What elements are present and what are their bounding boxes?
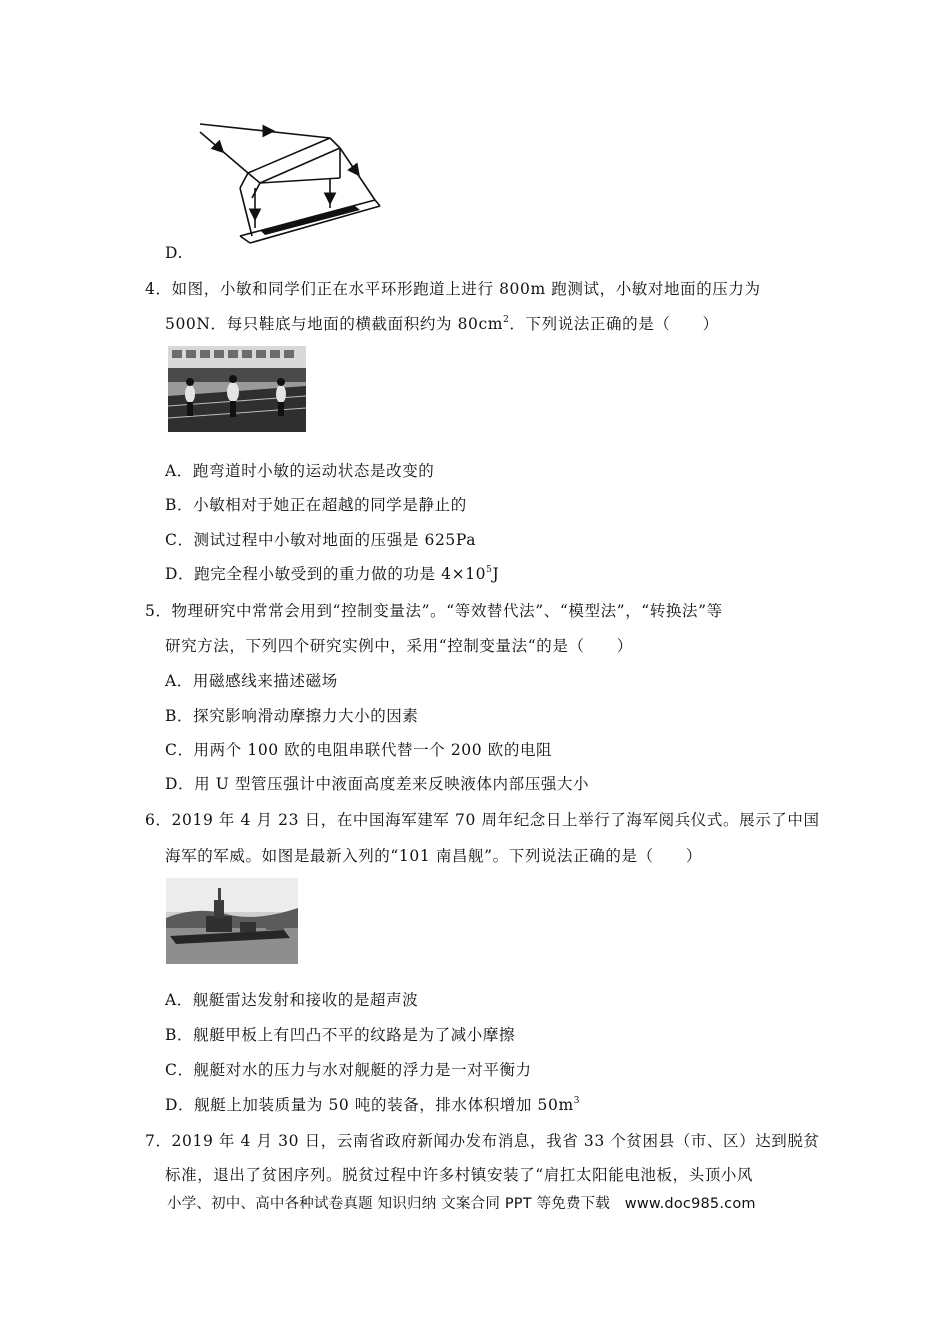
q4-option-d-superscript: 5 xyxy=(486,565,493,575)
q4-option-d xyxy=(165,564,499,584)
q6-option-b: B．舰艇甲板上有凹凸不平的纹路是为了减小摩擦 xyxy=(165,1026,516,1044)
warship-photo xyxy=(166,878,298,964)
q5-stem-line1: 5．物理研究中常常会用到“控制变量法”。“等效替代法”、“模型法”，“转换法”等 xyxy=(145,602,723,620)
q4-superscript: 2 xyxy=(503,315,510,325)
q6-option-c: C．舰艇对水的压力与水对舰艇的浮力是一对平衡力 xyxy=(165,1061,532,1079)
q6-option-d xyxy=(165,1095,580,1115)
q5-stem-line2: 研究方法，下列四个研究实例中，采用“控制变量法“的是（ ） xyxy=(165,637,633,655)
previous-option-d-label: D. xyxy=(165,244,184,262)
page-footer: 小学、初中、高中各种试卷真题 知识归纳 文案合同 PPT 等免费下载 www.doc985.com xyxy=(167,1196,756,1212)
q4-option-d-text: D．跑完全程小敏受到的重力做的功是 4×10 xyxy=(165,565,487,583)
q4-stem-line1: 4．如图，小敏和同学们正在水平环形跑道上进行 800m 跑测试，小敏对地面的压力为 xyxy=(145,280,761,298)
q4-option-b: B．小敏相对于她正在超越的同学是静止的 xyxy=(165,496,467,514)
q4-option-c: C．测试过程中小敏对地面的压强是 625Pa xyxy=(165,531,477,549)
q4-option-a: A．跑弯道时小敏的运动状态是改变的 xyxy=(165,462,435,480)
q5-option-a: A．用磁感线来描述磁场 xyxy=(165,672,338,690)
q6-option-d-superscript: 3 xyxy=(573,1096,581,1106)
q6-option-d-text: D．舰艇上加装质量为 50 吨的装备，排水体积增加 50m xyxy=(165,1096,574,1114)
q4-option-d-unit: J xyxy=(492,565,500,583)
q5-option-d: D．用 U 型管压强计中液面高度差来反映液体内部压强大小 xyxy=(165,775,590,793)
q7-stem-line1: 7．2019 年 4 月 30 日，云南省政府新闻办发布消息，我省 33 个贫困县（市、区）达到脱贫 xyxy=(145,1132,820,1150)
q5-option-b: B．探究影响滑动摩擦力大小的因素 xyxy=(165,707,419,725)
q6-option-a: A．舰艇雷达发射和接收的是超声波 xyxy=(165,991,419,1009)
q4-stem-line2-text: 500N．每只鞋底与地面的横截面积约为 80cm xyxy=(165,315,504,333)
q7-stem-line2: 标准，退出了贫困序列。脱贫过程中许多村镇安装了“肩扛太阳能电池板，头顶小风 xyxy=(165,1166,754,1184)
q5-option-c: C．用两个 100 欧的电阻串联代替一个 200 欧的电阻 xyxy=(165,741,553,759)
q4-stem-line2-tail: ．下列说法正确的是（ ） xyxy=(509,315,719,333)
q4-stem-line2 xyxy=(165,314,719,334)
q6-stem-line1: 6．2019 年 4 月 23 日，在中国海军建军 70 周年纪念日上举行了海军阅兵仪式。展示了中国 xyxy=(145,811,820,829)
light-refraction-diagram xyxy=(190,118,390,248)
runners-track-photo xyxy=(168,346,306,432)
q6-stem-line2: 海军的军威。如图是最新入列的“101 南昌舰”。下列说法正确的是（ ） xyxy=(165,847,702,865)
